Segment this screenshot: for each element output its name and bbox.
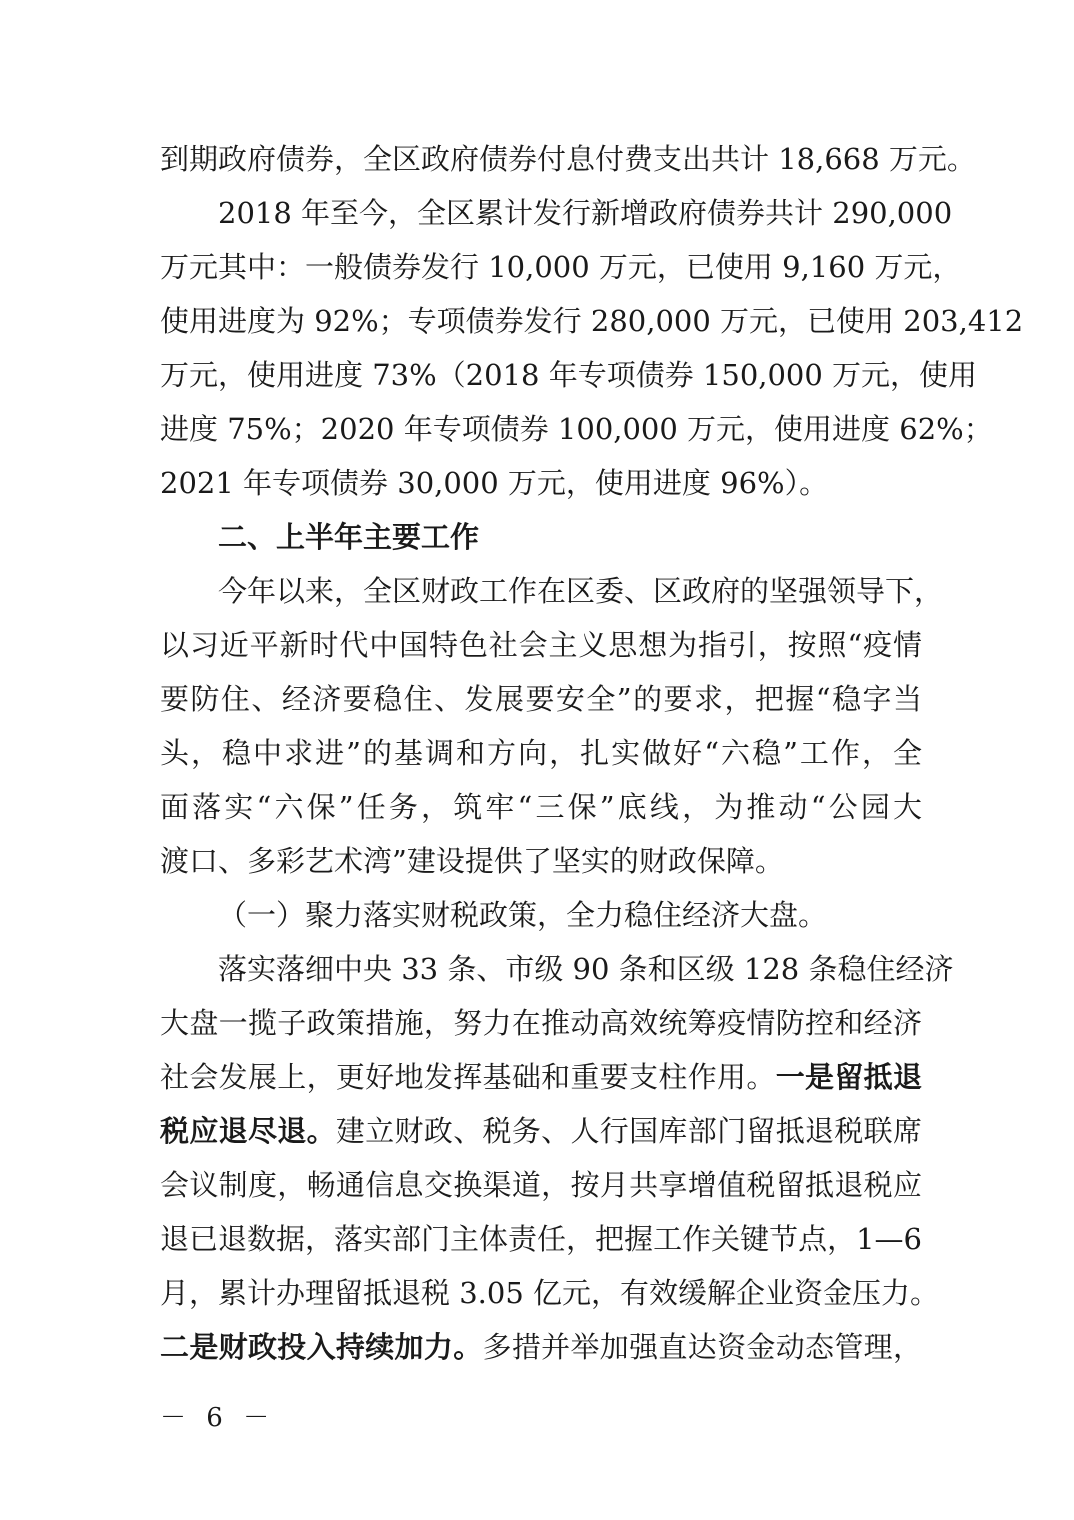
text-line: 使用进度为 92%；专项债券发行 280,000 万元，已使用 203,412 [160,304,1024,338]
text-line [160,1104,922,1158]
text-line: 大盘一揽子政策措施，努力在推动高效统筹疫情防控和经济 [160,1006,922,1040]
text-line: 落实落细中央 33 条、市级 90 条和区级 128 条稳住经济 [218,952,954,986]
subsection-heading: （一）聚力落实财税政策，全力稳住经济大盘。 [218,898,828,932]
text-line: 到期政府债券，全区政府债券付息付费支出共计 18,668 万元。 [160,142,976,176]
text-line: 以习近平新时代中国特色社会主义思想为指引，按照“疫情 [160,628,922,662]
text-line: 2021 年专项债券 30,000 万元，使用进度 96%）。 [160,466,829,500]
text-run: 多措并举加强直达资金动态管理， [482,1330,922,1364]
bold-text-run: 二是财政投入持续加力。 [160,1330,483,1364]
text-line: 退已退数据，落实部门主体责任，把握工作关键节点，1—6 [160,1222,922,1256]
text-line: 渡口、多彩艺术湾”建设提供了坚实的财政保障。 [160,844,784,878]
bold-text-run: 一是留抵退 [775,1060,922,1094]
text-line: 万元其中：一般债券发行 10,000 万元，已使用 9,160 万元， [160,250,962,284]
document-body [160,132,1024,1374]
text-line: 万元，使用进度 73%（2018 年专项债券 150,000 万元，使用 [160,358,978,392]
text-line [160,1050,922,1104]
text-run: 建立财政、税务、人行国库部门留抵退税联席 [335,1114,922,1148]
text-line: 月，累计办理留抵退税 3.05 亿元，有效缓解企业资金压力。 [160,1276,940,1310]
text-line [160,1320,922,1374]
text-line: 要防住、经济要稳住、发展要安全”的要求，把握“稳字当 [160,682,922,716]
text-line: 面落实“六保”任务，筑牢“三保”底线，为推动“公园大 [160,790,922,824]
text-line: 2018 年至今，全区累计发行新增政府债券共计 290,000 [218,196,953,230]
bold-text-run: 税应退尽退。 [160,1114,336,1148]
text-line: 今年以来，全区财政工作在区委、区政府的坚强领导下， [218,574,944,608]
text-line: 头，稳中求进”的基调和方向，扎实做好“六稳”工作，全 [160,736,922,770]
section-heading: 二、上半年主要工作 [218,520,480,554]
page-number: － 6 － [160,1403,276,1433]
text-line: 会议制度，畅通信息交换渠道，按月共享增值税留抵退税应 [160,1168,922,1202]
text-run: 社会发展上，更好地发挥基础和重要支柱作用。 [160,1060,776,1094]
text-line: 进度 75%；2020 年专项债券 100,000 万元，使用进度 62%； [160,412,993,446]
